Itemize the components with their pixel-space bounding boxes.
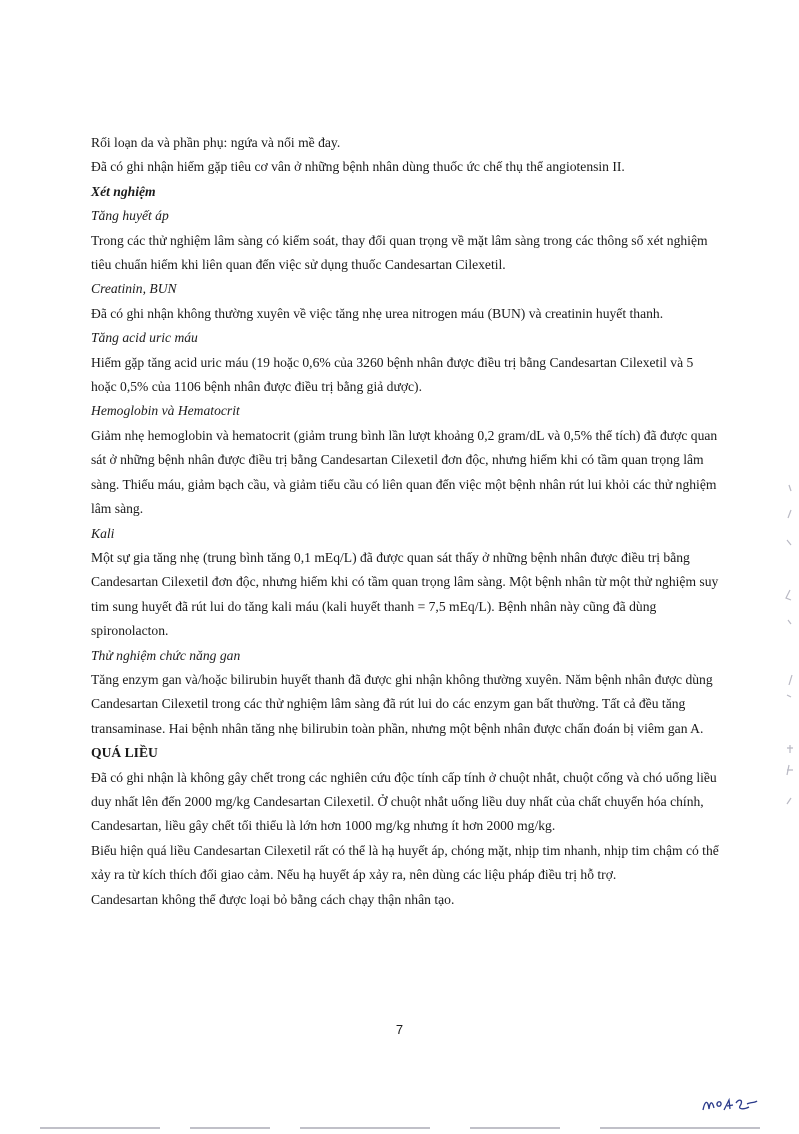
scan-bottom-edge (40, 1126, 760, 1130)
handwritten-mark (699, 1094, 759, 1116)
paragraph: Giảm nhẹ hemoglobin và hematocrit (giảm trung bình lần lượt khoảng 0,2 gram/dL và 0,5% thể tích) đã được quan sát ở những bệnh nhân được điều trị bằng Candesartan Cilexetil đơn độc, nhưng hiếm khi có tầm quan trọng lâm sàng. Thiếu máu, giảm bạch cầu, và giảm tiểu cầu có liên quan đến việc một bệnh nhân rút lui khỏi các thử nghiệm lâm sàng. (91, 427, 718, 517)
subheading: Hemoglobin và Hematocrit (91, 403, 240, 419)
section-heading-qua-lieu: QUÁ LIỀU (91, 745, 158, 761)
paragraph: Đã có ghi nhận hiếm gặp tiêu cơ vân ở những bệnh nhân dùng thuốc ức chế thụ thể angiotensin II. (91, 159, 625, 175)
paragraph: Candesartan không thể được loại bỏ bằng cách chạy thận nhân tạo. (91, 891, 455, 907)
paragraph: Biểu hiện quá liều Candesartan Cilexetil rất có thể là hạ huyết áp, chóng mặt, nhịp tim nhanh, nhịp tim chậm có thể xảy ra từ kích thích đối giao cảm. Nếu hạ huyết áp xảy ra, nên dùng các liệu pháp điều trị hỗ trợ. (91, 842, 719, 883)
subheading: Tăng huyết áp (91, 208, 169, 224)
subheading: Tăng acid uric máu (91, 330, 198, 346)
paragraph: Hiếm gặp tăng acid uric máu (19 hoặc 0,6% của 3260 bệnh nhân được điều trị bằng Candesartan Cilexetil và 5 hoặc 0,5% của 1106 bệnh nhân được điều trị bằng giả dược). (91, 354, 694, 395)
paragraph: Rối loạn da và phần phụ: ngứa và nổi mề đay. (91, 135, 341, 150)
subheading: Kali (91, 525, 115, 541)
section-heading-xet-nghiem: Xét nghiệm (91, 183, 156, 199)
subheading: Creatinin, BUN (91, 281, 177, 297)
paragraph: Một sự gia tăng nhẹ (trung bình tăng 0,1 mEq/L) đã được quan sát thấy ở những bệnh nhân được điều trị bằng Candesartan Cilexetil đơn độc, nhưng hiếm khi có tầm quan trọng lâm sàng. Một bệnh nhân từ một thử nghiệm suy tim sung huyết đã rút lui do tăng kali máu (kali huyết thanh = 7,5 mEq/L). Bệnh nhân này cũng đã dùng spironolacton. (91, 549, 719, 639)
subheading: Thử nghiệm chức năng gan (91, 647, 241, 663)
paragraph: Đã có ghi nhận là không gây chết trong các nghiên cứu độc tính cấp tính ở chuột nhắt, chuột cống và chó uống liều duy nhất lên đến 2000 mg/kg Candesartan Cilexetil. Ở chuột nhắt uống liều duy nhất của chất chuyển hóa chính, Candesartan, liều gây chết tối thiểu là lớn hơn 1000 mg/kg nhưng ít hơn 2000 mg/kg. (91, 769, 717, 834)
page-number: 7 (395, 1022, 404, 1037)
paragraph: Đã có ghi nhận không thường xuyên về việc tăng nhẹ urea nitrogen máu (BUN) và creatinin huyết thanh. (91, 305, 664, 321)
paragraph: Tăng enzym gan và/hoặc bilirubin huyết thanh đã được ghi nhận không thường xuyên. Năm bệnh nhân được dùng Candesartan Cilexetil trong các thử nghiệm lâm sàng đã rút lui do các enzym gan bất thường. Tất cả đều tăng transaminase. Hai bệnh nhân tăng nhẹ bilirubin toàn phần, nhưng một bệnh nhân được chẩn đoán bị viêm gan A. (91, 671, 713, 736)
body-text (91, 131, 721, 912)
scan-edge-marks (779, 480, 797, 810)
paragraph: Trong các thử nghiệm lâm sàng có kiểm soát, thay đổi quan trọng về mặt lâm sàng trong các thông số xét nghiệm tiêu chuẩn hiếm khi liên quan đến việc sử dụng thuốc Candesartan Cilexetil. (91, 232, 708, 273)
